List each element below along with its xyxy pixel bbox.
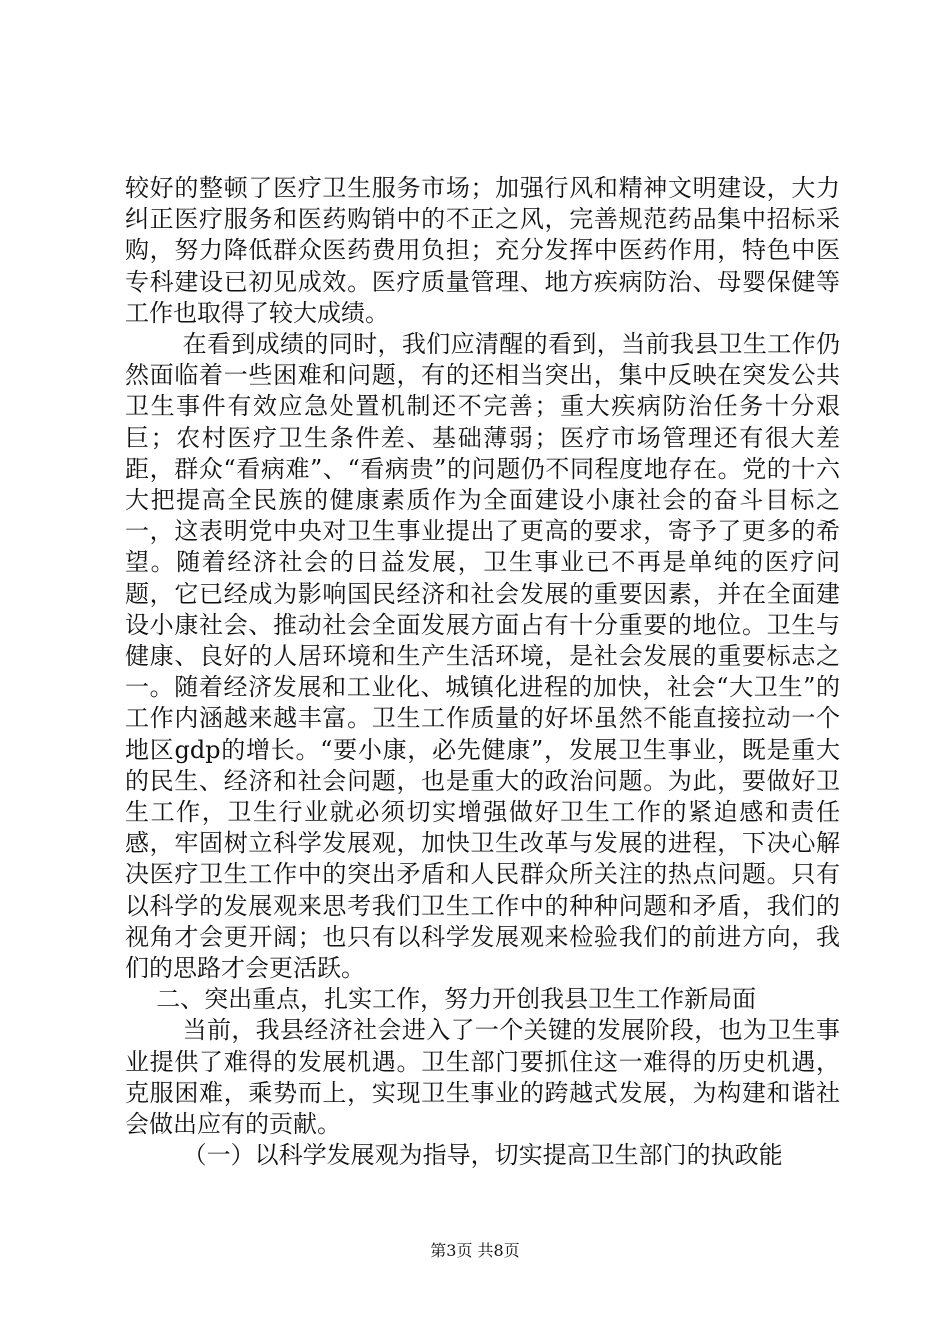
paragraph-opportunity: 当前，我县经济社会进入了一个关键的发展阶段，也为卫生事业提供了难得的发展机遇。卫生部门要抓住这一难得的历史机遇，克服困难，乘势而上，实现卫生事业的跨越式发展，为构建和谐社会做出应有的贡献。 xyxy=(125,1016,840,1139)
paragraph-problems: 在看到成绩的同时，我们应清醒的看到，当前我县卫生工作仍然面临着一些困难和问题，有的还相当突出，集中反映在突发公共卫生事件有效应急处置机制还不完善；重大疾病防治任务十分艰巨；农村医疗卫生条件差、基础薄弱；医疗市场管理还有很大差距，群众“看病难”、“看病贵”的问题仍不同程度地存在。党的十六大把提高全民族的健康素质作为全面建设小康社会的奋斗目标之一，这表明党中央对卫生事业提出了更高的要求，寄予了更多的希望。随着经济社会的日益发展，卫生事业已不再是单纯的医疗问题，它已经成为影响国民经济和社会发展的重要因素，并在全面建设小康社会、推动社会全面发展方面占有十分重要的地位。卫生与健康、良好的人居环境和生产生活环境，是社会发展的重要标志之一。随着经济发展和工业化、城镇化进程的加快，社会“大卫生”的工作内涵越来越丰富。卫生工作质量的好坏虽然不能直接拉动一个地区gdp的增长。“要小康，必先健康”，发展卫生事业，既是重大的民生、经济和社会问题，也是重大的政治问题。为此，要做好卫生工作，卫生行业就必须切实增强做好卫生工作的紧迫感和责任感，牢固树立科学发展观，加快卫生改革与发展的进程，下决心解决医疗卫生工作中的突出矛盾和人民群众所关注的热点问题。只有以科学的发展观来思考我们卫生工作中的种种问题和矛盾，我们的视角才会更开阔；也只有以科学发展观来检验我们的前进方向，我们的思路才会更活跃。 xyxy=(125,330,840,983)
paragraph-continuation: 较好的整顿了医疗卫生服务市场；加强行风和精神文明建设，大力纠正医疗服务和医药购销中的不正之风，完善规范药品集中招标采购，努力降低群众医药费用负担；充分发挥中医药作用，特色中医专科建设已初见成效。医疗质量管理、地方疾病防治、母婴保健等工作也取得了较大成绩。 xyxy=(125,174,840,327)
document-body xyxy=(125,173,840,1172)
subsection-heading: （一）以科学发展观为指导，切实提高卫生部门的执政能 xyxy=(182,1141,783,1170)
page-footer: 第3页 共8页 xyxy=(430,1241,520,1260)
section-heading: 二、突出重点，扎实工作，努力开创我县卫生工作新局面 xyxy=(156,985,757,1014)
